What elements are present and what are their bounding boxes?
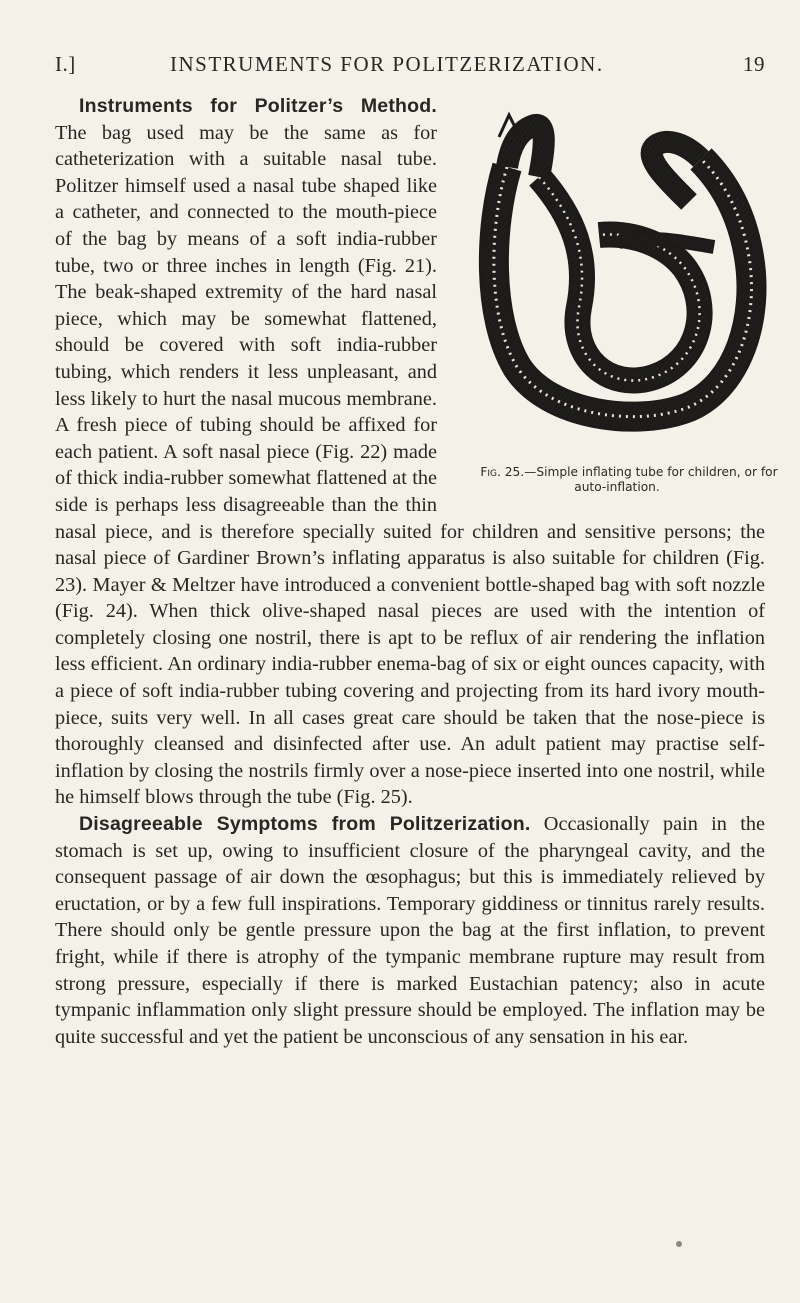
- section-text-symptoms: Occasionally pain in the stomach is set up, owing to insufficient closure of the pharyngeal cavity, and the consequent passage of air down the œsophagus; but this is immediately relieved by eructation, or by a few full inspirations. Temporary giddiness or tinnitus rarely results. There should only be gentle pressure upon the bag at the first inflation, to prevent fright, while if there is atrophy of the tympanic membrane rupture may result from strong pressure, especially if there is marked Eustachian patency; also in acute tympanic inflammation only slight pressure should be employed. The inflation may be quite successful and yet the patient be unconscious of any sensation in his ear.: [55, 813, 765, 1048]
- section-text-instruments: The bag used may be the same as for catheterization with a suitable nasal tube. Politzer himself used a nasal tube shaped like a catheter, and connected to the mouth-piece of the bag by means of a soft india-rubber tube, two or three inches in length (Fig. 21). The beak-shaped extremity of the hard nasal piece, which may be somewhat flattened, should be covered with soft india-rubber tubing, which renders it less unpleasant, and less likely to hurt the nasal mucous membrane. A fresh piece of tubing should be affixed for each patient. A soft nasal piece (Fig. 22) made of thick india-rubber somewhat flattened at the side is perhaps less disagreeable than the thin nasal piece, and is therefore specially suited for children and sensitive persons; the nasal piece of Gardiner Brown’s inflating apparatus is also suitable for children (Fig. 23). Mayer & Meltzer have introduced a convenient bottle-shaped bag with soft nozzle (Fig. 24). When thick olive-shaped nasal pieces are used with the intention of completely closing one nostril, there is apt to be reflux of air rendering the inflation less efficient. An ordinary india-rubber enema-bag of six or eight ounces capacity, with a piece of soft india-rubber tubing covering and projecting from its hard ivory mouth-piece, suits very well. In all cases great care should be taken that the nose-piece is thoroughly cleansed and disinfected after use. An adult patient may practise self-inflation by closing the nostrils firmly over a nose-piece inserted into one nostril, while he himself blows through the tube (Fig. 25).: [55, 121, 765, 809]
- running-title: INSTRUMENTS FOR POLITZERIZATION.: [170, 52, 604, 76]
- page-number: 19: [743, 52, 765, 76]
- paragraph-instruments: [55, 93, 778, 811]
- section-heading-instruments: Instruments for Politzer’s Method.: [79, 95, 437, 117]
- page-speck: [676, 1241, 682, 1247]
- running-head: [55, 52, 765, 82]
- figure-caption: [456, 465, 778, 495]
- figure-25: [451, 99, 778, 495]
- body-text: [55, 93, 778, 1050]
- paragraph-symptoms: [55, 811, 765, 1050]
- inflating-tube-illustration: [469, 107, 769, 457]
- figure-caption-text: —Simple inflating tube for children, or for auto-inflation.: [524, 465, 778, 494]
- chapter-marker: I.]: [55, 52, 76, 76]
- section-heading-symptoms: Disagreeable Symptoms from Politzerization.: [79, 813, 531, 836]
- figure-label: Fig. 25.: [480, 465, 525, 479]
